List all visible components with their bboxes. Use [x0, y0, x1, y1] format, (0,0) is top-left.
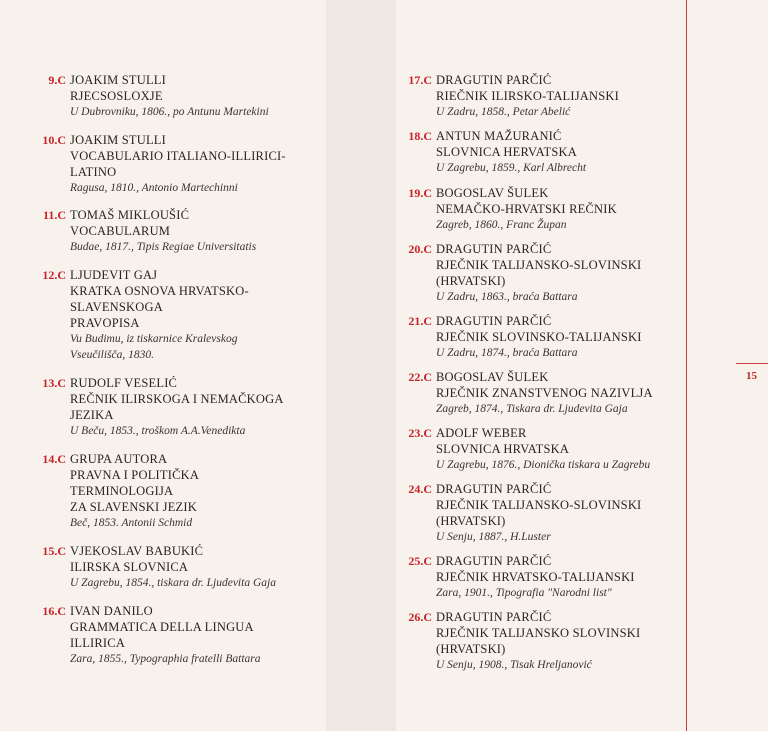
entry-publication: U Dubrovniku, 1806., po Antunu Martekini	[70, 106, 269, 118]
entry-publication: Zagreb, 1860., Franc Župan	[436, 219, 567, 231]
entry-title: SLAVENSKOGA	[70, 300, 163, 314]
entry-title: KRATKA OSNOVA HRVATSKO-	[70, 284, 249, 298]
entry-number: 15.C	[42, 544, 66, 558]
entry-publication: U Senju, 1908., Tisak Hreljanović	[436, 659, 592, 671]
entry-title: PRAVNA I POLITIČKA	[70, 468, 200, 482]
entry-author: DRAGUTIN PARČIĆ	[436, 314, 552, 328]
entry-publication: Zagreb, 1874., Tiskara dr. Ljudevita Gaja	[436, 403, 628, 415]
entry-number: 13.C	[42, 376, 66, 390]
entry-publication: U Zadru, 1863., braća Battara	[436, 291, 578, 303]
entry-title: VOCABULARUM	[70, 224, 171, 238]
left-page	[0, 0, 326, 731]
entry-title: RJEČNIK TALIJANSKO-SLOVINSKI	[436, 498, 642, 512]
entry-publication: Ragusa, 1810., Antonio Martechinni	[70, 182, 238, 194]
entry-title: (HRVATSKI)	[436, 514, 506, 528]
entry-author: BOGOSLAV ŠULEK	[436, 370, 549, 384]
entry-publication: Zara, 1901., Tipografia "Narodni list"	[436, 587, 612, 599]
entry-author: ADOLF WEBER	[436, 426, 527, 440]
entry-publication: U Zadru, 1858., Petar Abelić	[436, 106, 571, 118]
entry-author: VJEKOSLAV BABUKIĆ	[70, 544, 204, 558]
entry-number: 14.C	[42, 452, 66, 466]
entry-title: (HRVATSKI)	[436, 274, 506, 288]
entry-title: LATINO	[70, 165, 117, 179]
page-number-rule	[736, 363, 768, 364]
entry-publication: U Beču, 1853., troškom A.A.Venedikta	[70, 425, 246, 437]
entry-number: 22.C	[408, 370, 432, 384]
entry-number: 16.C	[42, 604, 66, 618]
entry-author: JOAKIM STULLI	[70, 73, 166, 87]
entry-number: 12.C	[42, 268, 66, 282]
margin-rule	[686, 0, 687, 731]
entry-title: RJEČNIK ZNANSTVENOG NAZIVLJA	[436, 386, 653, 400]
entry-number: 10.C	[42, 133, 66, 147]
entry-title: ILLIRICA	[70, 636, 126, 650]
entry-number: 17.C	[408, 73, 432, 87]
entry-title: TERMINOLOGIJA	[70, 484, 174, 498]
entry-title: RJEČNIK TALIJANSKO-SLOVINSKI	[436, 258, 642, 272]
entry-number: 18.C	[408, 129, 432, 143]
entry-author: BOGOSLAV ŠULEK	[436, 186, 549, 200]
entry-author: RUDOLF VESELIĆ	[70, 376, 178, 390]
entry-author: DRAGUTIN PARČIĆ	[436, 554, 552, 568]
entry-number: 19.C	[408, 186, 432, 200]
entry-number: 21.C	[408, 314, 432, 328]
entry-author: JOAKIM STULLI	[70, 133, 166, 147]
entry-publication: U Zagrebu, 1859., Karl Albrecht	[436, 162, 587, 174]
entry-publication: Budae, 1817., Tipis Regiae Universitatis	[70, 241, 257, 253]
entry-publication: U Senju, 1887., H.Luster	[436, 531, 551, 543]
entry-title: RJECSOSLOXJE	[70, 89, 163, 103]
entry-title: GRAMMATICA DELLA LINGUA	[70, 620, 254, 634]
entry-title: NEMAČKO-HRVATSKI REČNIK	[436, 202, 617, 216]
page-gutter	[326, 0, 396, 731]
entry-title: SLOVNICA HERVATSKA	[436, 145, 577, 159]
entry-author: DRAGUTIN PARČIĆ	[436, 73, 552, 87]
entry-title: VOCABULARIO ITALIANO-ILLIRICI-	[70, 149, 286, 163]
entry-title: REČNIK ILIRSKOGA I NEMAČKOGA	[70, 392, 284, 406]
entry-title: JEZIKA	[70, 408, 114, 422]
page-number: 15	[746, 370, 757, 382]
entry-author: IVAN DANILO	[70, 604, 153, 618]
entry-title: (HRVATSKI)	[436, 642, 506, 656]
right-page	[396, 0, 768, 731]
entry-title: RIEČNIK ILIRSKO-TALIJANSKI	[436, 89, 620, 103]
entry-title: ZA SLAVENSKI JEZIK	[70, 500, 197, 514]
entry-number: 23.C	[408, 426, 432, 440]
entry-title: SLOVNICA HRVATSKA	[436, 442, 570, 456]
entry-author: ANTUN MAŽURANIĆ	[436, 129, 562, 143]
entry-author: TOMAŠ MIKLOUŠIĆ	[70, 208, 190, 222]
entry-number: 9.C	[48, 73, 66, 87]
entry-publication: Vu Budimu, iz tiskarnice Kralevskog	[70, 333, 238, 345]
entry-number: 25.C	[408, 554, 432, 568]
entry-title: PRAVOPISA	[70, 316, 140, 330]
entry-title: RJEČNIK TALIJANSKO SLOVINSKI	[436, 626, 641, 640]
entry-publication: Beč, 1853. Antonii Schmid	[70, 517, 193, 529]
entry-author: DRAGUTIN PARČIĆ	[436, 482, 552, 496]
entry-author: GRUPA AUTORA	[70, 452, 168, 466]
entry-number: 24.C	[408, 482, 432, 496]
entry-publication: Zara, 1855., Typographia fratelli Battara	[70, 653, 261, 665]
entry-publication: U Zagrebu, 1854., tiskara dr. Ljudevita Gaja	[70, 577, 276, 589]
entry-author: DRAGUTIN PARČIĆ	[436, 610, 552, 624]
entry-publication: Vseučilišča, 1830.	[70, 349, 154, 361]
entry-author: LJUDEVIT GAJ	[70, 268, 158, 282]
entry-number: 26.C	[408, 610, 432, 624]
entry-publication: U Zagrebu, 1876., Dionička tiskara u Zagrebu	[436, 459, 651, 471]
entry-title: RJEČNIK SLOVINSKO-TALIJANSKI	[436, 330, 642, 344]
entry-author: DRAGUTIN PARČIĆ	[436, 242, 552, 256]
entry-number: 20.C	[408, 242, 432, 256]
entry-title: RJEČNIK HRVATSKO-TALIJANSKI	[436, 570, 635, 584]
entry-title: ILIRSKA SLOVNICA	[70, 560, 189, 574]
entry-number: 11.C	[42, 208, 66, 222]
entry-publication: U Zadru, 1874., braća Battara	[436, 347, 578, 359]
